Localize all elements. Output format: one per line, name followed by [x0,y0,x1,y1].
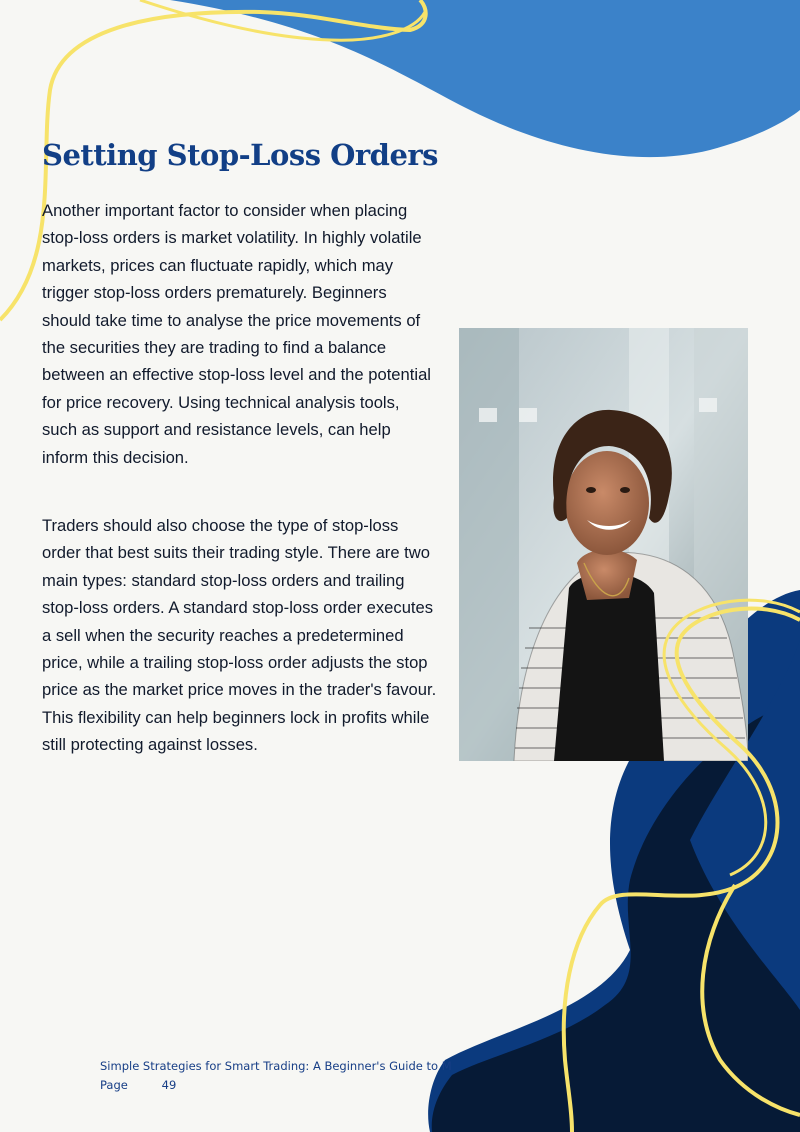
portrait-photo [459,328,748,761]
top-blue-wave [170,0,800,157]
page-title: Setting Stop-Loss Orders [42,138,439,172]
footer-page-number [100,1078,176,1092]
footer-book-title: Simple Strategies for Smart Trading: A Beginner's Guide to M [100,1059,452,1073]
page-label: Page [100,1078,128,1092]
body-paragraph-2: Traders should also choose the type of stop-loss order that best suits their trading style. There are two main types: standard stop-loss orders and trailing stop-loss orders. A standard stop-loss order executes a sell when the security reaches a predetermined price, while a trailing stop-loss order adjusts the stop price as the market price moves in the trader's favour. This flexibility can help beginners lock in profits while still protecting against losses. [42,516,437,755]
page-number: 49 [161,1078,177,1092]
body-paragraph-1: Another important factor to consider when placing stop-loss orders is market volatility. In highly volatile markets, prices can fluctuate rapidly, which may trigger stop-loss orders prematurely. Beginners should take time to analyse the price movements of the securities they are trading to find a balance between an effective stop-loss level and the potential for price recovery. Using technical analysis tools, such as support and resistance levels, can help inform this decision. [42,201,431,467]
